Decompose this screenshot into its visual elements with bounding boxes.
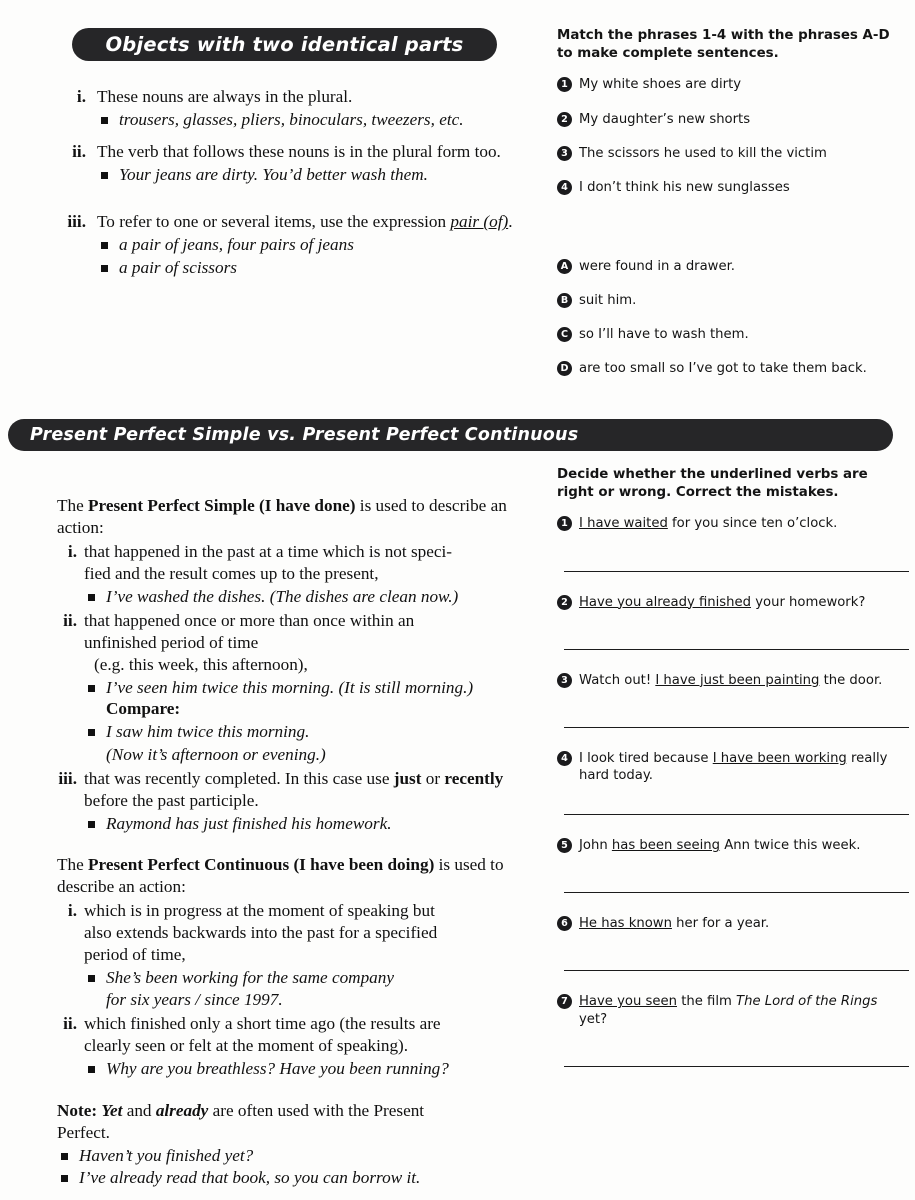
compare-example-2: (Now it’s afternoon or evening.) — [106, 745, 326, 765]
correction-item-1 — [557, 515, 909, 571]
correction-item-5-before: John — [579, 838, 612, 854]
note-middle: and — [122, 1100, 156, 1120]
continuous-item-i-example-2: for six years / since 1997. — [106, 990, 283, 1010]
simple-item-ii — [57, 610, 527, 766]
numeral-ii: ii. — [63, 610, 77, 630]
correction-item-6-underlined: He has known — [579, 916, 672, 932]
section1-exercise — [557, 27, 902, 395]
simple-item-iii-part3: before the past participle. — [84, 790, 259, 810]
marker-circle-c: C — [557, 327, 572, 342]
continuous-item-ii-line2: clearly seen or felt at the moment of speaking). — [84, 1035, 409, 1055]
section2-banner-title: Present Perfect Simple vs. Present Perfect Continuous — [30, 425, 579, 445]
marker-circle-2: 2 — [557, 112, 572, 127]
answer-line-3[interactable] — [564, 727, 909, 728]
continuous-item-i-example-1: She’s been working for the same company — [84, 967, 527, 989]
numeral-i: i. — [67, 900, 77, 920]
match-item-a-text: were found in a drawer. — [579, 259, 735, 274]
section1-banner — [72, 28, 497, 61]
continuous-lead-part1: The — [57, 854, 89, 874]
numeral-i: i. — [67, 542, 77, 562]
simple-lead-part1: The — [57, 496, 89, 515]
marker-circle-4: 4 — [557, 751, 572, 766]
theory-item-i — [60, 86, 522, 131]
correction-item-7-film-title: The Lord of the Rings — [736, 994, 878, 1010]
correction-item-7 — [557, 993, 909, 1066]
correction-item-7-after2: yet? — [579, 1011, 608, 1027]
simple-item-i-line1: that happened in the past at a time which is not speci- — [84, 542, 452, 562]
match-item-c[interactable] — [557, 326, 902, 343]
continuous-lead-part2: is used to describe an action: — [57, 854, 504, 896]
marker-circle-3: 3 — [557, 673, 572, 688]
note-example-2: I’ve already read that book, so you can borrow it. — [57, 1167, 527, 1189]
theory-item-iii-emphasis: pair (of) — [450, 212, 509, 232]
note-rest-line2: Perfect. — [57, 1122, 110, 1142]
continuous-lead-bold: Present Perfect Continuous (I have been doing) — [88, 854, 435, 874]
simple-lead-part2: is used to describe an action: — [57, 496, 507, 538]
correction-item-5-underlined: has been seeing — [611, 838, 721, 854]
marker-circle-b: B — [557, 293, 572, 308]
numeral-iii: iii. — [67, 212, 86, 232]
simple-item-iii-part1: that was recently completed. In this case use — [84, 768, 394, 788]
simple-item-i — [57, 541, 527, 608]
theory-item-iii-text-part1: To refer to one or several items, use the expression — [97, 212, 451, 232]
answer-line-1[interactable] — [564, 571, 909, 572]
section2-exercise-instruction: Decide whether the underlined verbs are right or wrong. Correct the mistakes. — [557, 467, 868, 500]
correction-item-4-before: I look tired because — [579, 750, 713, 766]
marker-circle-6: 6 — [557, 916, 572, 931]
simple-item-iii-bold-just: just — [393, 768, 422, 788]
match-item-1[interactable] — [557, 76, 902, 93]
note-word-yet: Yet — [101, 1100, 123, 1120]
compare-label: Compare: — [106, 699, 181, 719]
continuous-item-i-line1: which is in progress at the moment of speaking but — [84, 900, 435, 920]
match-item-4[interactable] — [557, 179, 902, 196]
section1-banner-title: Objects with two identical parts — [105, 33, 464, 56]
note-block — [57, 1100, 527, 1189]
marker-circle-7: 7 — [557, 994, 572, 1009]
simple-item-i-line2: fied and the result comes up to the present, — [84, 564, 379, 584]
note-example-1: Haven’t you finished yet? — [57, 1145, 527, 1167]
numeral-iii: iii. — [58, 768, 77, 788]
simple-item-ii-line1: that happened once or more than once within an — [84, 610, 415, 630]
simple-item-iii-example-1: Raymond has just finished his homework. — [84, 813, 527, 835]
correction-item-4-after: really hard today. — [579, 750, 888, 783]
continuous-item-ii-example-1: Why are you breathless? Have you been running? — [84, 1058, 527, 1080]
correction-item-2-text — [579, 594, 909, 611]
match-item-b-text: suit him. — [579, 293, 637, 309]
marker-circle-1: 1 — [557, 516, 572, 531]
answer-line-2[interactable] — [564, 649, 909, 650]
compare-example-1: I saw him twice this morning. — [84, 721, 527, 743]
correction-item-5 — [557, 837, 909, 893]
simple-item-iii-bold-recently: recently — [444, 768, 504, 788]
match-item-d-text: are too small so I’ve got to take them back. — [579, 361, 867, 377]
correction-item-1-text — [579, 515, 909, 532]
correction-item-6 — [557, 915, 909, 971]
correction-item-5-after: Ann twice this week. — [720, 838, 861, 854]
numeral-i: i. — [76, 87, 86, 106]
correction-item-3-text — [579, 672, 909, 689]
theory-item-iii-text-part2: . — [508, 212, 513, 232]
marker-circle-2: 2 — [557, 595, 572, 610]
correction-item-7-underlined: Have you seen — [579, 994, 677, 1010]
section2-exercise — [557, 466, 909, 1089]
marker-circle-1: 1 — [557, 77, 572, 92]
simple-item-iii-part2: or — [421, 768, 445, 788]
theory-item-iii-example-2: a pair of scissors — [97, 257, 522, 279]
simple-item-ii-line3: (e.g. this week, this afternoon), — [94, 654, 308, 674]
answer-line-4[interactable] — [564, 814, 909, 815]
section1-exercise-instruction: Match the phrases 1-4 with the phrases A-D to make complete sentences. — [557, 28, 890, 61]
match-item-2-text: My daughter’s new shorts — [579, 111, 751, 127]
theory-item-ii-text: The verb that follows these nouns is in the plural form too. — [97, 141, 501, 161]
simple-lead-bold: Present Perfect Simple (I have done) — [88, 496, 356, 515]
marker-circle-5: 5 — [557, 838, 572, 853]
continuous-item-i — [57, 900, 527, 1011]
correction-item-7-text — [579, 993, 909, 1027]
note-text — [57, 1100, 527, 1122]
correction-item-7-after1: the film — [677, 994, 737, 1010]
correction-item-2 — [557, 594, 909, 650]
correction-item-6-after: her for a year. — [671, 916, 770, 932]
match-item-2[interactable] — [557, 111, 902, 128]
note-word-already: already — [155, 1100, 209, 1120]
correction-item-3-underlined: I have just been painting — [655, 672, 820, 688]
match-item-b[interactable] — [557, 292, 902, 309]
match-item-c-text: so I’ll have to wash them. — [579, 327, 749, 343]
correction-item-3 — [557, 672, 909, 728]
theory-item-i-example-1: trousers, glasses, pliers, binoculars, tweezers, etc. — [97, 109, 522, 131]
continuous-item-i-line3: period of time, — [84, 944, 186, 964]
continuous-lead — [57, 854, 527, 898]
correction-item-2-after: your homework? — [751, 594, 866, 610]
correction-item-1-after: for you since ten o’clock. — [667, 516, 838, 532]
section2-theory — [57, 495, 527, 1189]
continuous-item-ii-line1: which finished only a short time ago (the results are — [84, 1013, 441, 1033]
simple-item-iii — [57, 768, 527, 835]
correction-item-4-underlined: I have been working — [712, 750, 847, 766]
simple-lead — [57, 495, 527, 539]
match-item-d[interactable] — [557, 360, 902, 377]
note-label: Note: — [57, 1100, 98, 1120]
theory-item-iii — [60, 211, 522, 278]
match-item-3-text: The scissors he used to kill the victim — [579, 145, 827, 161]
answer-line-6[interactable] — [564, 970, 909, 971]
correction-item-3-before: Watch out! — [579, 672, 656, 688]
correction-item-2-underlined: Have you already finished — [579, 594, 752, 610]
answer-line-5[interactable] — [564, 892, 909, 893]
match-item-4-text: I don’t think his new sunglasses — [579, 179, 790, 195]
correction-item-4-text — [579, 750, 909, 784]
marker-circle-d: D — [557, 361, 572, 376]
theory-item-i-text: These nouns are always in the plural. — [97, 87, 353, 106]
correction-item-1-underlined: I have waited — [579, 516, 668, 532]
theory-item-iii-example-1: a pair of jeans, four pairs of jeans — [97, 234, 522, 256]
simple-item-ii-example-1: I’ve seen him twice this morning. (It is still morning.) — [84, 677, 527, 699]
simple-item-i-example-1: I’ve washed the dishes. (The dishes are clean now.) — [84, 586, 527, 608]
note-rest-line1: are often used with the Present — [208, 1100, 425, 1120]
marker-circle-3: 3 — [557, 146, 572, 161]
simple-item-iii-text — [84, 768, 527, 812]
numeral-ii: ii. — [63, 1013, 77, 1033]
continuous-item-i-line2: also extends backwards into the past for a specified — [84, 922, 438, 942]
section1-theory — [60, 84, 522, 289]
correction-item-4 — [557, 750, 909, 815]
answer-line-7[interactable] — [564, 1066, 909, 1067]
correction-item-5-text — [579, 837, 909, 854]
match-group-divider — [557, 213, 902, 258]
match-item-3[interactable] — [557, 145, 902, 162]
continuous-item-ii — [57, 1013, 527, 1080]
numeral-ii: ii. — [72, 141, 86, 161]
match-item-a[interactable] — [557, 258, 902, 275]
theory-item-ii-example-1: Your jeans are dirty. You’d better wash them. — [97, 164, 522, 186]
section2-banner — [8, 419, 893, 451]
theory-item-ii — [60, 141, 522, 186]
marker-circle-4: 4 — [557, 180, 572, 195]
correction-item-6-text — [579, 915, 909, 932]
simple-item-ii-line2: unfinished period of time — [84, 632, 259, 652]
marker-circle-a: A — [557, 259, 572, 274]
match-item-1-text: My white shoes are dirty — [579, 77, 742, 93]
correction-item-3-after: the door. — [819, 672, 883, 688]
